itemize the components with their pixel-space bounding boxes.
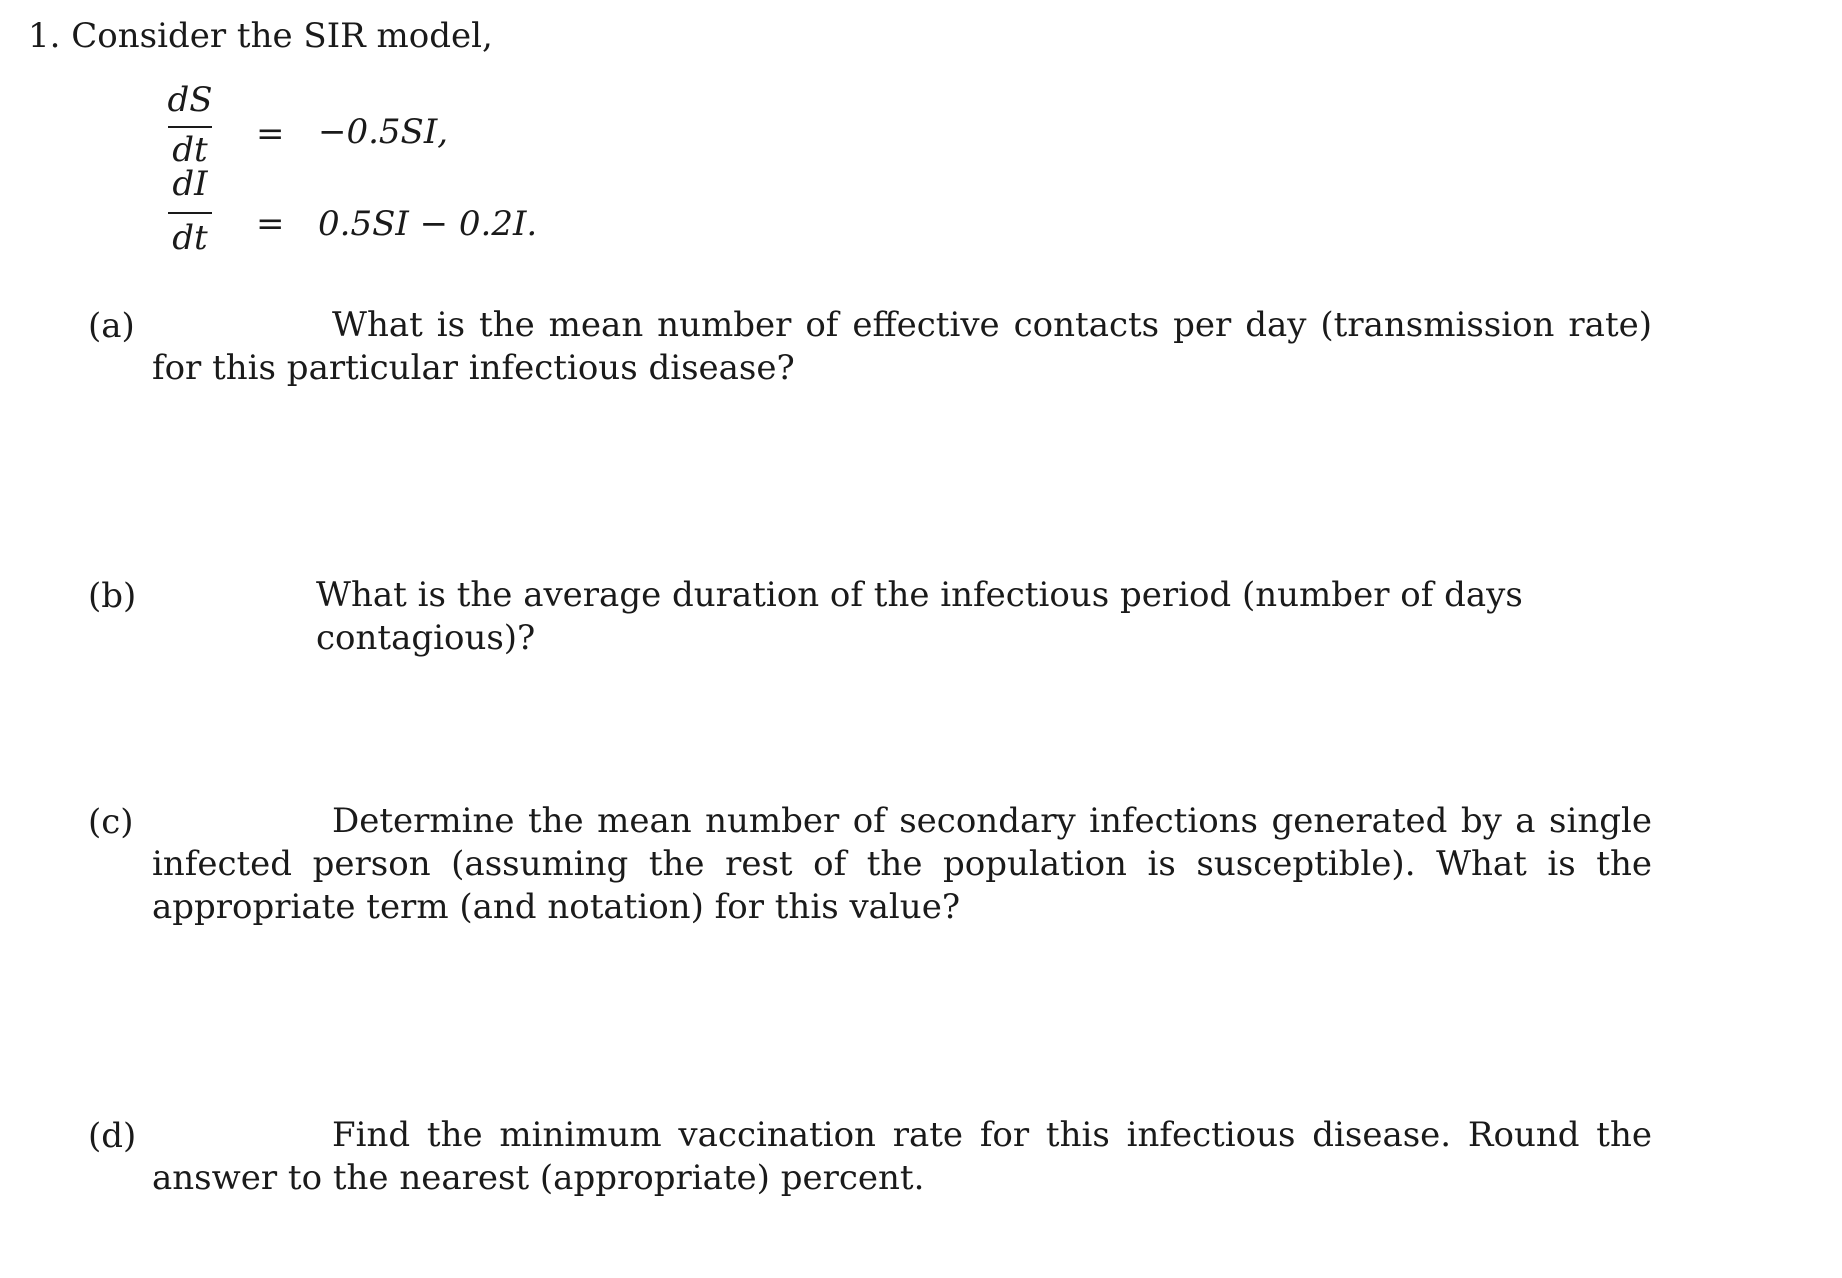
part-c-question: Determine the mean number of secondary infections generated by a single infected person (assuming the rest of the population is susceptible). What is the appropriate term (and notation) for this value?: [152, 801, 1652, 927]
part-b-question: What is the average duration of the infectious period (number of days contagious)?: [316, 575, 1523, 658]
part-d-label: (d): [88, 1116, 137, 1156]
problem-intro: Consider the SIR model,: [71, 16, 493, 56]
part-c-label: (c): [88, 802, 134, 842]
equation-1-denominator: dt: [172, 130, 208, 170]
equation-1-numerator: dS: [167, 80, 213, 120]
equation-1-fraction-bar: [168, 126, 212, 128]
equation-2-equals: =: [256, 204, 285, 244]
problem-number: 1.: [28, 16, 61, 56]
part-b-label: (b): [88, 576, 137, 616]
part-a-question: What is the mean number of effective contacts per day (transmission rate) for this particular infectious disease?: [152, 305, 1652, 388]
equation-2-numerator: dI: [172, 164, 208, 204]
equation-1-rhs: −0.5SI,: [318, 112, 449, 152]
equation-2-fraction-bar: [168, 212, 212, 214]
equation-1-equals: =: [256, 114, 285, 154]
part-a-label: (a): [88, 306, 135, 346]
equation-2-denominator: dt: [172, 218, 208, 258]
equation-2-rhs: 0.5SI − 0.2I.: [318, 204, 538, 244]
part-d-question: Find the minimum vaccination rate for this infectious disease. Round the answer to the nearest (appropriate) percent.: [152, 1115, 1652, 1198]
problem-header: [28, 16, 493, 56]
